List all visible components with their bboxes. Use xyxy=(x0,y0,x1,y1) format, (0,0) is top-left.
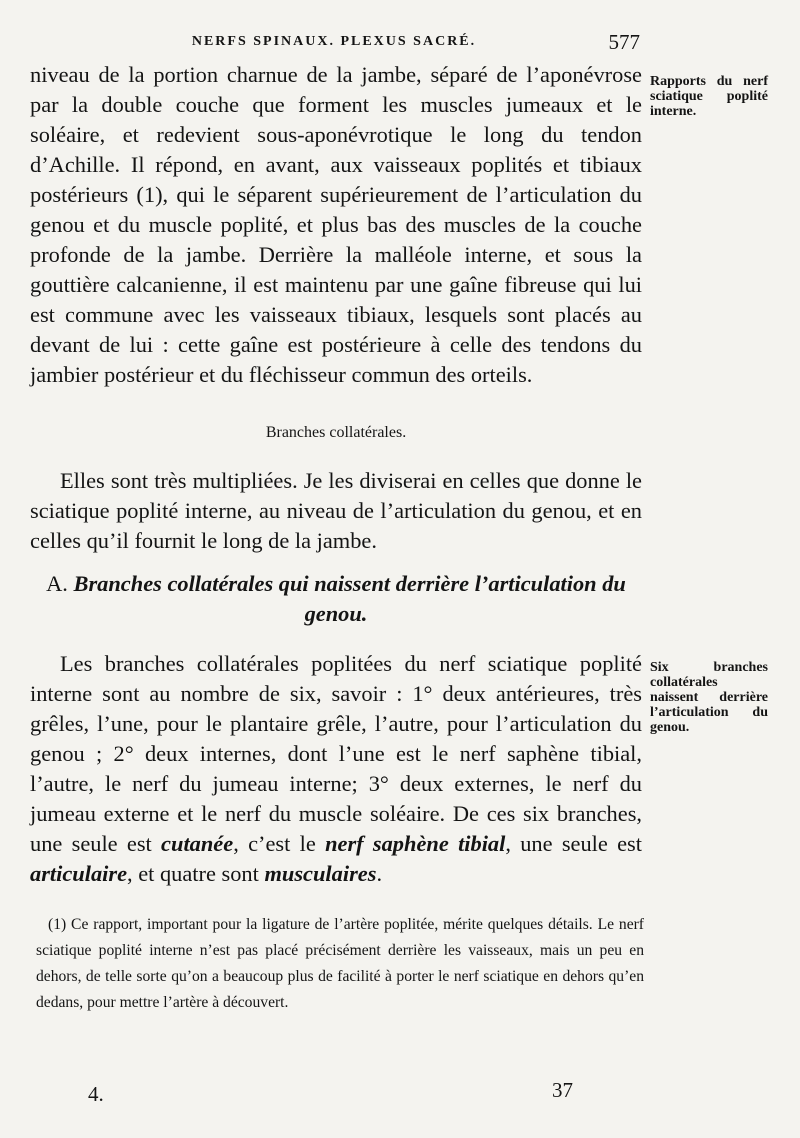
paragraph-anatomical-relations xyxy=(30,60,642,390)
paragraph-text: Les branches collatérales poplitées du nerf sciatique poplité interne sont au nombre de six, savoir : 1° deux antérieures, très grêles, l’une, pour le plantaire grêle, l’autre, pour l’articulation du genou ; 2° deux internes, dont l’une est le nerf saphène tibial, l’autre, le nerf du jumeau interne; 3° deux externes, le nerf du jumeau externe et le nerf du muscle soléaire. De ces six branches, une seule est cutanée, c’est le nerf saphène tibial, une seule est articulaire, et quatre sont musculaires. xyxy=(30,651,642,886)
paragraph-text: niveau de la portion charnue de la jambe, séparé de l’aponévrose par la double couche que forment les muscles jumeaux et le soléaire, et redevient sous-aponévrotique le long du tendon d’Achille. Il répond, en avant, aux vaisseaux poplités et tibiaux postérieurs (1), qui le séparent supérieurement de l’articulation du genou et du muscle poplité, et plus bas des muscles de la couche profonde de la jambe. Derrière la malléole interne, et sous la gouttière calcanienne, il est maintenu par une gaîne fibreuse qui lui est commune avec les vaisseaux tibiaux, lesquels sont placés au devant de lui : cette gaîne est postérieure à celle des tendons du jambier postérieur et du fléchisseur commun des orteils. xyxy=(30,62,642,387)
running-head xyxy=(28,30,640,54)
heading-title: Branches collatérales qui naissent derrière l’articulation du genou. xyxy=(73,571,626,626)
running-head-title: NERFS SPINAUX. PLEXUS SACRÉ. xyxy=(191,34,477,49)
section-heading-a xyxy=(30,569,642,629)
signature-mark-left: 4. xyxy=(88,1082,104,1106)
footnote: (1) Ce rapport, important pour la ligature de l’artère poplitée, mérite quelques détails. Le nerf sciatique poplité interne n’est pas placé précisément derrière les vaisseaux, mais un peu en dehors, de telle sorte qu’on a beaucoup plus de facilité à porter le nerf sciatique en dehors qu’en dedans, pour mettre l’artère à découvert. xyxy=(36,916,644,1011)
paragraph-six-branches xyxy=(30,649,642,889)
emphasis-articulaire: articulaire xyxy=(30,861,128,886)
emphasis-musculaires: musculaires xyxy=(264,861,377,886)
heading-letter: A. xyxy=(46,571,68,596)
paragraph-text: Elles sont très multipliées. Je les diviserai en celles que donne le sciatique poplité interne, au niveau de l’articulation du genou, et en celles qu’il fournit le long de la jambe. xyxy=(30,468,642,553)
paragraph-branches-intro xyxy=(30,466,642,556)
emphasis-nerf-saphene: nerf saphène tibial xyxy=(325,831,506,856)
page-number: 577 xyxy=(608,30,640,54)
margin-note-six-branches: Six branches collatérales naissent derrière l’articulation du genou. xyxy=(650,660,768,735)
section-subheading: Branches collatérales. xyxy=(265,424,407,441)
emphasis-cutanee: cutanée xyxy=(161,831,234,856)
signature-mark-right: 37 xyxy=(552,1078,573,1102)
margin-note-rapports: Rapports du nerf sciatique poplité interne. xyxy=(650,74,768,119)
